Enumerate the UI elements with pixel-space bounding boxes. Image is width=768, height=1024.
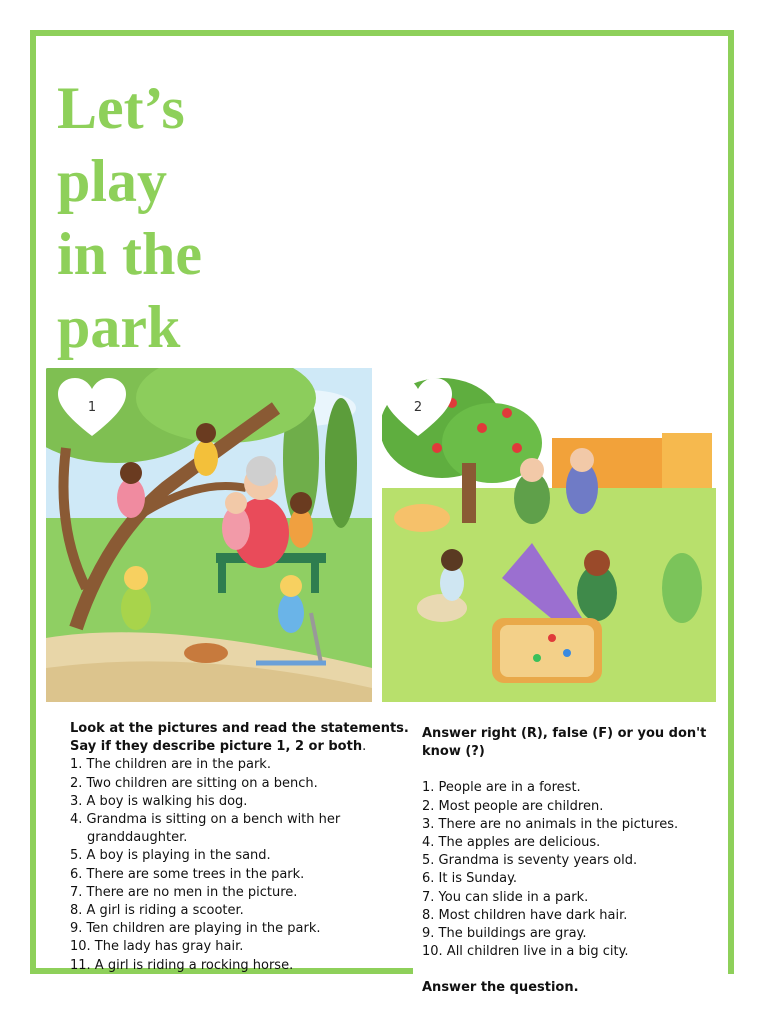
question-item: 2. Most people are children. <box>422 798 604 814</box>
right-instruction-line-1: Answer right (R), false (F) or you don't <box>422 726 707 741</box>
statement-item: 4. Grandma is sitting on a bench with her <box>70 812 341 828</box>
statement-item: 5. A boy is playing in the sand. <box>70 848 271 864</box>
statement-item: 3. A boy is walking his dog. <box>70 793 248 809</box>
left-instruction-period: . <box>362 739 367 755</box>
picture-number: 2 <box>413 400 423 415</box>
picture-1-park-illustration <box>46 368 372 702</box>
left-instruction-line-2 <box>70 738 415 756</box>
statement-item: 6. There are some trees in the park. <box>70 866 305 882</box>
title-line: Let’s <box>57 75 185 141</box>
statement-item: 1. The children are in the park. <box>70 757 271 773</box>
picture-2-park-illustration <box>382 368 716 702</box>
right-instruction-line-2: know (?) <box>422 744 485 760</box>
spacer <box>422 761 722 779</box>
spacer <box>422 961 722 979</box>
question-item: 4. The apples are delicious. <box>422 835 601 851</box>
picture-number: 1 <box>87 400 97 415</box>
question-item: 8. Most children have dark hair. <box>422 907 628 923</box>
title-line: play <box>57 148 168 214</box>
left-instruction-text: Say if they describe picture 1, 2 or both <box>70 739 363 755</box>
question-item: 5. Grandma is seventy years old. <box>422 853 638 869</box>
heart-badge-2 <box>382 376 454 440</box>
statement-item: 8. A girl is riding a scooter. <box>70 903 244 919</box>
page-title <box>57 72 357 364</box>
statement-item: 2. Two children are sitting on a bench. <box>70 775 318 791</box>
statement-item: 7. There are no men in the picture. <box>70 884 298 900</box>
statement-item: 9. Ten children are playing in the park. <box>70 921 321 937</box>
question-item: 1. People are in a forest. <box>422 780 581 796</box>
question-heading: Answer the question. <box>422 980 579 996</box>
statement-item-continuation: granddaughter. <box>87 830 188 846</box>
statement-item: 10. The lady has gray hair. <box>70 939 244 955</box>
title-line: park <box>57 294 181 360</box>
heart-badge-1 <box>56 376 128 440</box>
right-exercise <box>422 725 722 998</box>
question-item: 6. It is Sunday. <box>422 871 518 887</box>
question-item: 10. All children live in a big city. <box>422 944 629 960</box>
question-item: 7. You can slide in a park. <box>422 889 589 905</box>
title-line: in the <box>57 221 203 287</box>
left-exercise <box>70 720 415 975</box>
question-item: 9. The buildings are gray. <box>422 926 587 942</box>
statement-item: 11. A girl is riding a rocking horse. <box>70 957 294 973</box>
question-item: 3. There are no animals in the pictures. <box>422 816 679 832</box>
left-instruction-line-1: Look at the pictures and read the statements. <box>70 721 409 736</box>
